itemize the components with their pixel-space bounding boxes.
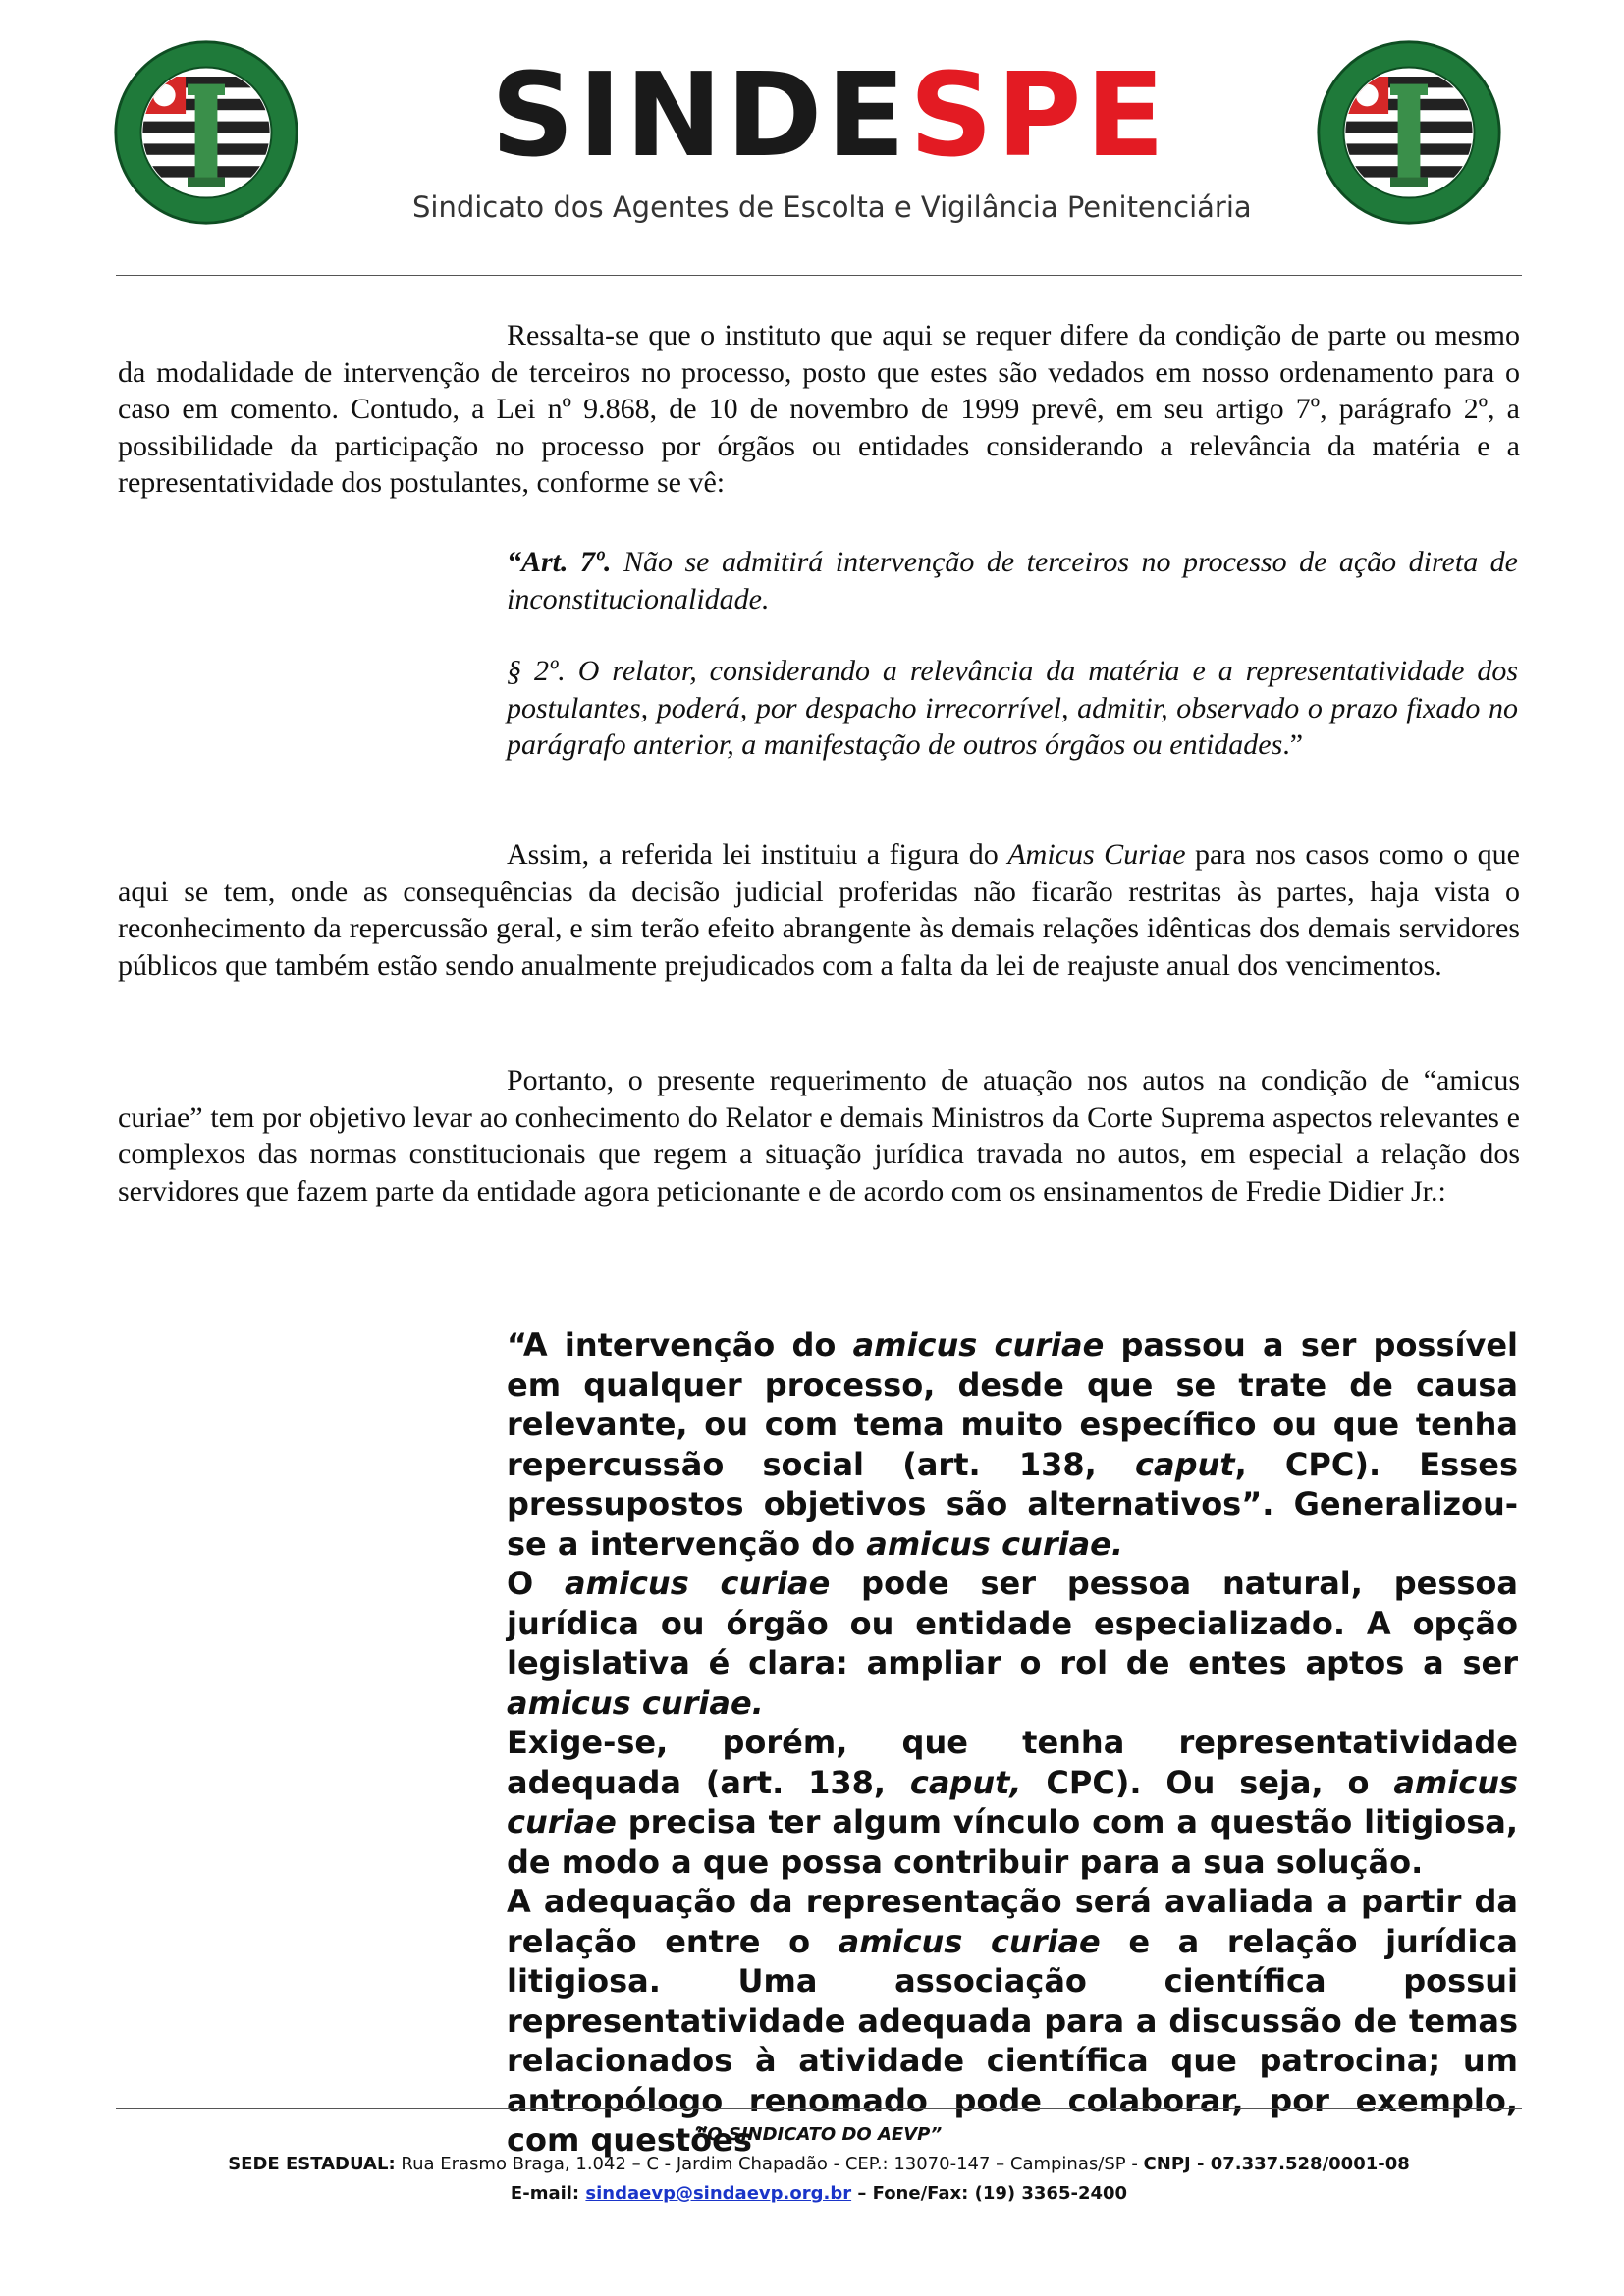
letterhead xyxy=(0,0,1624,275)
paragraph-3 xyxy=(118,1062,1520,1209)
q-text: precisa ter algum vínculo com a questão litigiosa, de modo a que possa contribuir para a sua solução. xyxy=(507,1803,1518,1881)
q-italic: amicus curiae xyxy=(838,1922,1101,1960)
q-text: passou a ser possível em qualquer processo, desde que se trate de causa relevante, ou com tema muito específico ou que tenha repercussão social (art. 138, xyxy=(507,1326,1519,1483)
footer-phone: – Fone/Fax: (19) 3365-2400 xyxy=(851,2183,1128,2204)
paragraph-2-italic: Amicus Curiae xyxy=(1007,838,1186,871)
paragraph-2 xyxy=(118,836,1520,984)
paragraph-3-text: Portanto, o presente requerimento de atuação nos autos na condição de “amicus curiae” tem por objetivo levar ao conhecimento do Relator e demais Ministros da Corte Suprema aspectos relevantes e complexos das normas constitucionais que regem a situação jurídica travada no autos, em especial a relação dos servidores que fazem parte da entidade agora peticionante e de acordo com os ensinamentos de Fredie Didier Jr.: xyxy=(118,1064,1520,1207)
footer-slogan: “O SINDICATO DO AEVP” xyxy=(695,2124,943,2145)
union-seal-right xyxy=(1316,39,1502,226)
q-text: , CPC). Esses pressupostos objetivos são alternativos”. Generalizou-se a intervenção do xyxy=(507,1445,1519,1563)
q-italic: caput xyxy=(1135,1445,1235,1483)
q-text: CPC). Ou seja, o xyxy=(1021,1763,1394,1801)
q-text: “A intervenção do xyxy=(507,1326,853,1363)
q-text: O xyxy=(507,1565,566,1602)
paragraph-1-text: Ressalta-se que o instituto que aqui se requer difere da condição de parte ou mesmo da modalidade de intervenção de terceiros no processo, posto que estes são vedados em nosso ordenamento para o caso em comento. Contudo, a Lei nº 9.868, de 10 de novembro de 1999 prevê, em seu artigo 7º, parágrafo 2º, a possibilidade da participação no processo por órgãos ou entidades considerando a relevância da matéria e a representatividade dos postulantes, conforme se vê: xyxy=(118,319,1520,499)
paragraph-1 xyxy=(118,317,1520,502)
brand-block xyxy=(412,47,1252,224)
header-divider xyxy=(116,275,1522,276)
q-text: A adequação da representação será avaliada a partir da relação entre o xyxy=(507,1883,1518,1960)
footer-contact-line xyxy=(116,2179,1522,2209)
brand-logo-part1: SINDE xyxy=(490,47,910,183)
par2-label: § 2º. xyxy=(507,655,566,687)
footer-address: Rua Erasmo Braga, 1.042 – C - Jardim Chapadão - CEP.: 13070-147 – Campinas/SP - xyxy=(395,2154,1144,2174)
art7-label: “Art. 7º. xyxy=(507,546,612,578)
union-seal-left xyxy=(113,39,299,226)
didier-quote-p4 xyxy=(507,1882,1518,2161)
brand-logo-part2: SPE xyxy=(909,47,1169,183)
q-italic: amicus curiae. xyxy=(507,1683,764,1722)
q-italic: amicus curiae xyxy=(507,1763,1519,1841)
footer-address-line xyxy=(116,2150,1522,2179)
footer-divider xyxy=(116,2108,1522,2109)
law-quote-par2 xyxy=(507,653,1518,764)
q-italic: amicus curiae. xyxy=(866,1524,1124,1563)
par2-text: O relator, considerando a relevância da matéria e a representatividade dos postulantes, poderá, por despacho irrecorrível, admitir, observado o prazo fixado no parágrafo anterior, a manifestação de outros órgãos ou entidades xyxy=(507,655,1519,761)
art7-text: Não se admitirá intervenção de terceiros no processo de ação direta de inconstitucionalidade. xyxy=(507,546,1519,615)
didier-quote-p2 xyxy=(507,1564,1518,1723)
paragraph-2-after: para nos casos como o que aqui se tem, onde as consequências da decisão judicial proferidas não ficarão restritas às partes, haja vista o reconhecimento da repercussão geral, e sim terão efeito abrangente às demais relações idênticas dos demais servidores públicos que também estão sendo anualmente prejudicados com a falta da lei de reajuste anual dos vencimentos. xyxy=(118,838,1520,982)
q-italic: amicus curiae xyxy=(852,1326,1105,1363)
q-italic: caput, xyxy=(909,1763,1022,1801)
q-text: e a relação jurídica litigiosa. Uma associação científica possui representatividade adequada para a discussão de temas relacionados à atividade científica que patrocina; um antropólogo renomado pode colaborar, por exemplo, com questões xyxy=(507,1922,1519,2159)
footer xyxy=(116,2120,1522,2209)
law-quote-art7 xyxy=(507,544,1518,617)
brand-subtitle: Sindicato dos Agentes de Escolta e Vigilância Penitenciária xyxy=(412,190,1252,224)
didier-quote-p1 xyxy=(507,1325,1518,1564)
q-italic: amicus curiae xyxy=(565,1565,831,1602)
didier-quote xyxy=(507,1325,1518,2161)
footer-email-link[interactable]: sindaevp@sindaevp.org.br xyxy=(585,2183,852,2204)
q-text: Exige-se, porém, que tenha representatividade adequada (art. 138, xyxy=(507,1724,1518,1801)
par2-end: .” xyxy=(1282,728,1304,761)
footer-sede-label: SEDE ESTADUAL: xyxy=(228,2154,396,2174)
footer-cnpj: CNPJ - 07.337.528/0001-08 xyxy=(1143,2154,1410,2174)
brand-logo xyxy=(412,47,1247,183)
paragraph-2-before: Assim, a referida lei instituiu a figura do xyxy=(507,838,1008,871)
didier-quote-p3 xyxy=(507,1723,1518,1882)
q-text: pode ser pessoa natural, pessoa jurídica ou órgão ou entidade especializado. A opção legislativa é clara: ampliar o rol de entes aptos a ser xyxy=(507,1565,1519,1682)
footer-email-label: E-mail: xyxy=(510,2183,586,2204)
